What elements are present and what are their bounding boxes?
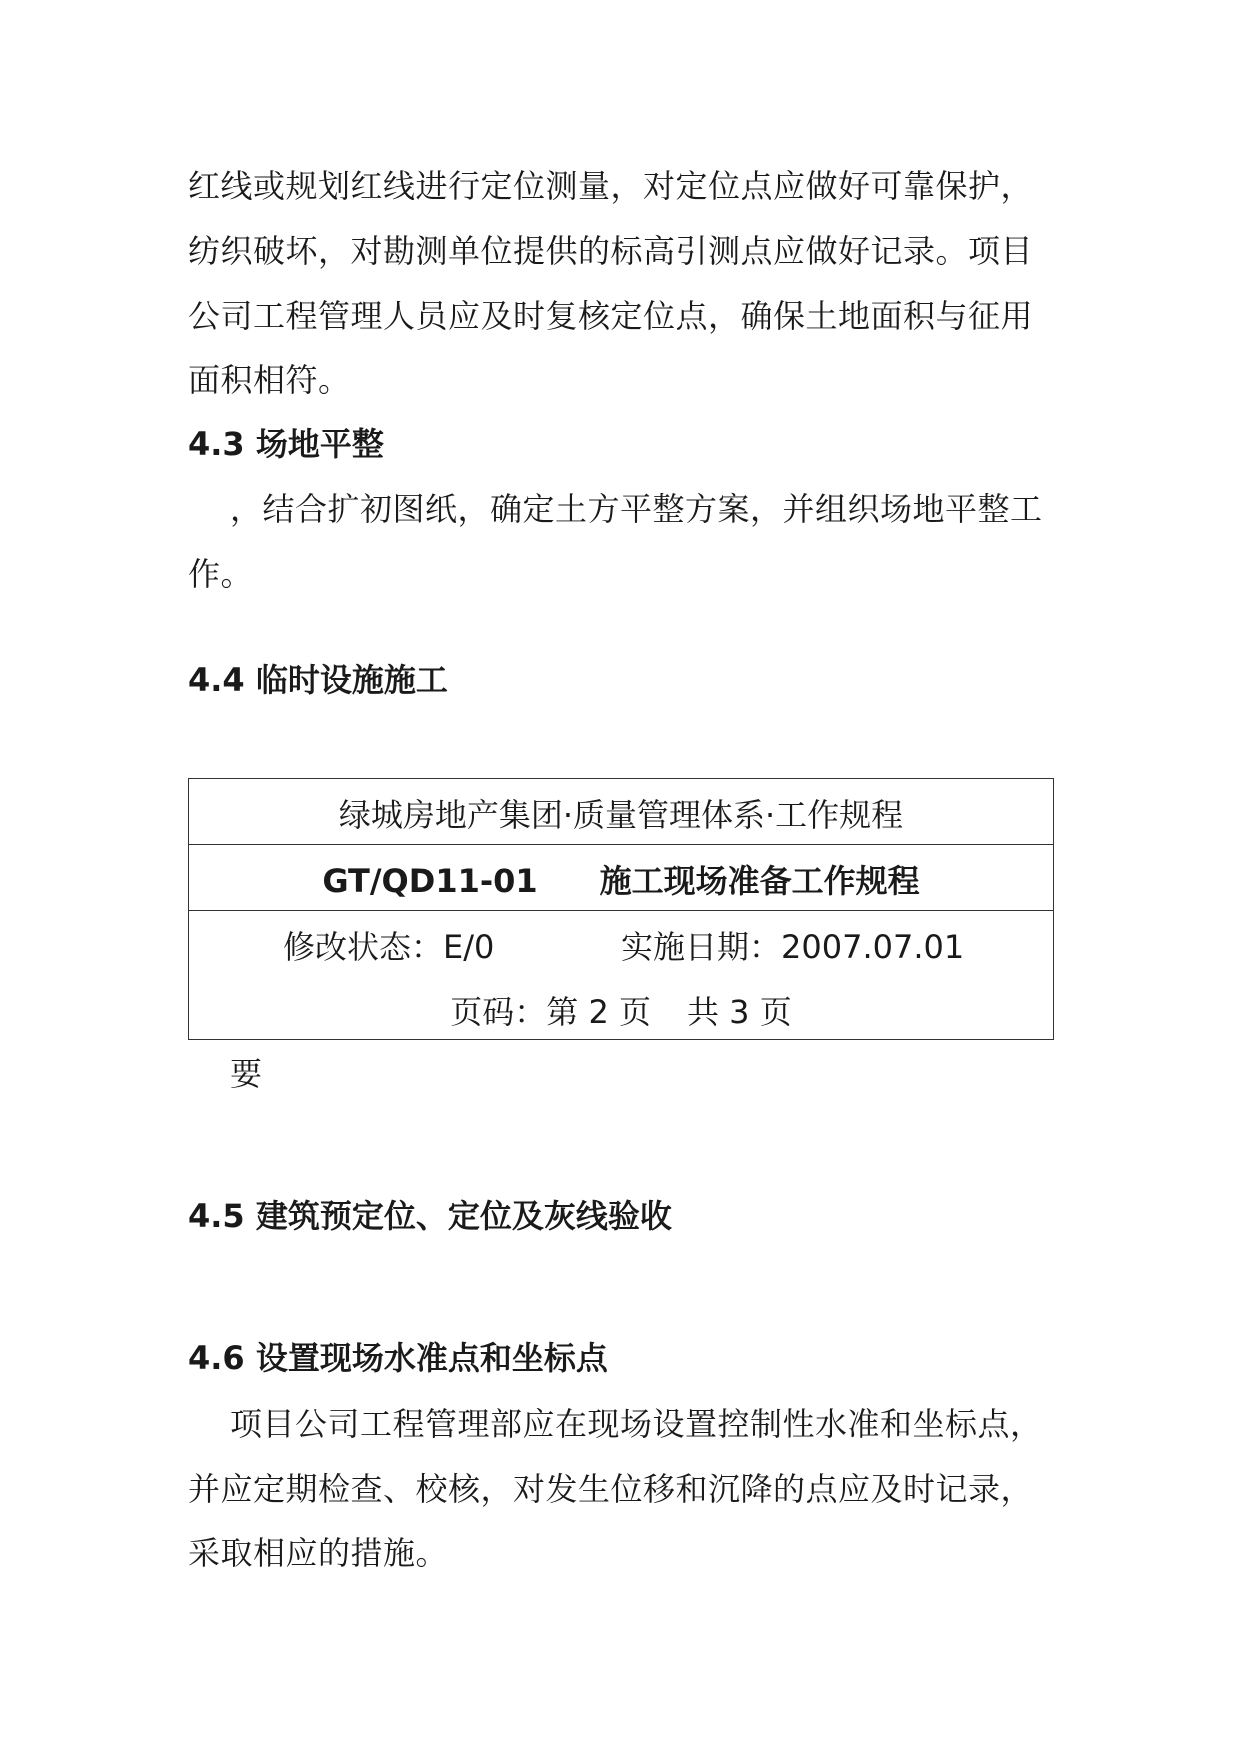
page-current: 页码：第 2 页 — [450, 993, 651, 1031]
paragraph-line: 纺织破坏，对勘测单位提供的标高引测点应做好记录。项目 — [188, 232, 1034, 270]
effective-date: 实施日期：2007.07.01 — [621, 928, 965, 966]
section-heading-4-4: 4.4 临时设施施工 — [188, 661, 448, 699]
doc-code: GT/QD11-01 — [322, 862, 538, 900]
paragraph-line: 项目公司工程管理部应在现场设置控制性水准和坐标点， — [230, 1405, 1043, 1443]
paragraph-line: 面积相符。 — [188, 361, 351, 399]
paragraph-line: 红线或规划红线进行定位测量，对定位点应做好可靠保护， — [188, 167, 1034, 205]
paragraph-line: 并应定期检查、校核，对发生位移和沉降的点应及时记录， — [188, 1470, 1034, 1508]
page-number-row — [189, 992, 1053, 1032]
org-line: 绿城房地产集团·质量管理体系·工作规程 — [338, 796, 904, 834]
doc-title-row — [189, 861, 1053, 901]
paragraph-line: 采取相应的措施。 — [188, 1534, 449, 1572]
revision-status: 修改状态：E/0 — [283, 928, 495, 966]
paragraph-fragment: 要 — [230, 1055, 263, 1093]
paragraph-line: 公司工程管理人员应及时复核定位点，确保土地面积与征用 — [188, 297, 1034, 335]
doc-title: 施工现场准备工作规程 — [599, 862, 920, 900]
table-divider — [189, 910, 1053, 911]
paragraph-line: ，结合扩初图纸，确定土方平整方案，并组织场地平整工 — [230, 490, 1043, 528]
document-header-table — [188, 778, 1054, 1040]
section-heading-4-5: 4.5 建筑预定位、定位及灰线验收 — [188, 1197, 672, 1235]
section-heading-4-6: 4.6 设置现场水准点和坐标点 — [188, 1339, 608, 1377]
paragraph-line: 作。 — [188, 555, 254, 593]
page-total: 共 3 页 — [687, 993, 792, 1031]
section-heading-4-3: 4.3 场地平整 — [188, 425, 384, 463]
table-divider — [189, 844, 1053, 845]
